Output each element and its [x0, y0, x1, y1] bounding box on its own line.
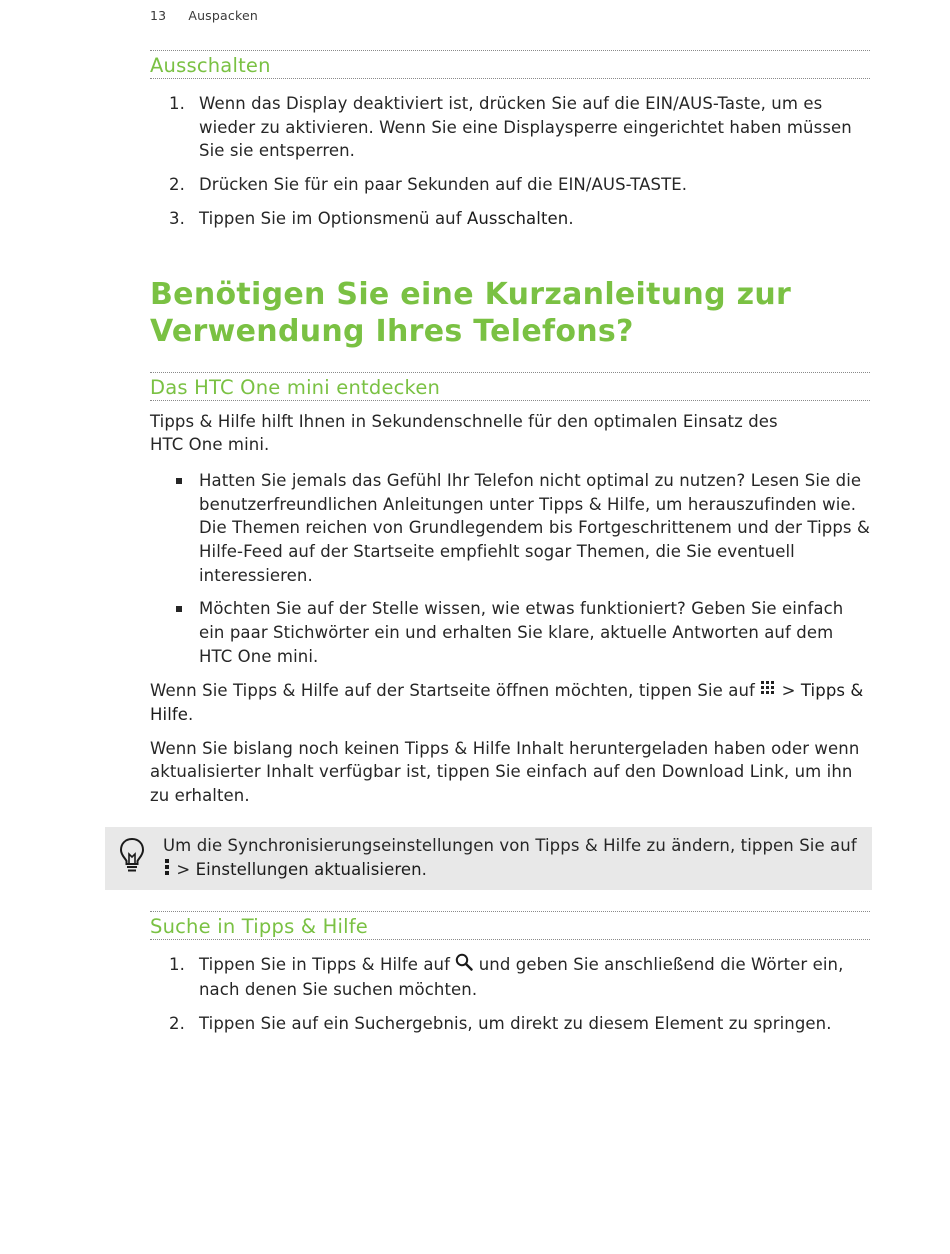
suche-steps	[150, 953, 870, 1035]
entdecken-intro: Tipps & Hilfe hilft Ihnen in Sekundenschnelle für den optimalen Einsatz des HTC One mini.	[150, 411, 778, 455]
page-content	[150, 50, 870, 808]
list-item	[150, 92, 870, 163]
chapter-title-line-2: Verwendung Ihres Telefons?	[150, 313, 634, 349]
step-text: Wenn das Display deaktiviert ist, drücken Sie auf die EIN/AUS-Taste, um es wieder zu aktivieren. Wenn Sie eine Displaysperre eingerichtet haben müssen Sie sie entsperren.	[199, 94, 852, 161]
bullet-marker	[176, 606, 182, 612]
apps-grid-icon	[760, 679, 776, 703]
list-item: 2. Tippen Sie auf ein Suchergebnis, um direkt zu diesem Element zu springen.	[150, 1012, 870, 1036]
menu-dots-icon	[163, 858, 171, 883]
einstellungen-link: Einstellungen aktualisieren	[195, 859, 422, 879]
step-number: 1.	[169, 94, 185, 113]
step-text: Tippen Sie im Optionsmenü auf	[199, 208, 467, 228]
section-heading-suche: Suche in Tipps & Hilfe	[150, 911, 870, 940]
download-paragraph: Wenn Sie bislang noch keinen Tipps & Hilfe Inhalt heruntergeladen haben oder wenn aktualisierter Inhalt verfügbar ist, tippen Sie einfach auf den Download Link, um ihn zu erhalten.	[150, 738, 860, 805]
tip-text: Um die Synchronisierungseinstellungen von Tipps & Hilfe zu ändern, tippen Sie auf > Einstellungen aktualisieren.	[163, 834, 863, 883]
step-number: 2.	[169, 1013, 185, 1033]
bullet-marker	[176, 478, 182, 484]
list-item: 1. Tippen Sie in Tipps & Hilfe auf und geben Sie anschließend die Wörter ein, nach denen Sie suchen möchten.	[169, 955, 844, 999]
list-item	[150, 173, 870, 197]
step-number: 1.	[169, 955, 185, 974]
page-number: 13	[150, 8, 167, 23]
section-heading-entdecken: Das HTC One mini entdecken	[150, 372, 870, 401]
step-number: 3.	[169, 208, 185, 228]
open-tips-paragraph: Wenn Sie Tipps & Hilfe auf der Startseite öffnen möchten, tippen Sie auf > Tipps & Hilfe.	[150, 680, 864, 724]
search-icon	[455, 953, 473, 978]
tip-box	[105, 827, 872, 890]
chapter-name: Auspacken	[188, 8, 258, 23]
list-item: 3. Tippen Sie im Optionsmenü auf Ausschalten.	[150, 207, 870, 231]
list-item: Möchten Sie auf der Stelle wissen, wie etwas funktioniert? Geben Sie einfach ein paar Stichwörter ein und erhalten Sie klare, aktuelle Antworten auf dem HTC One mini.	[150, 597, 870, 668]
tipps-hilfe-link: Tipps & Hilfe	[150, 680, 864, 724]
step-text: Drücken Sie für ein paar Sekunden auf die EIN/AUS-TASTE.	[199, 175, 688, 195]
chapter-title-line-1: Benötigen Sie eine Kurzanleitung zur	[150, 276, 792, 312]
step-number: 2.	[169, 175, 185, 195]
chapter-title	[150, 276, 870, 350]
lightbulb-icon	[119, 837, 145, 877]
ausschalten-steps	[150, 92, 870, 231]
suche-section	[150, 911, 870, 1045]
entdecken-bullets	[150, 469, 870, 669]
page-header	[150, 8, 258, 23]
ausschalten-option: Ausschalten	[466, 208, 569, 228]
section-heading-ausschalten: Ausschalten	[150, 50, 870, 79]
list-item: Hatten Sie jemals das Gefühl Ihr Telefon nicht optimal zu nutzen? Lesen Sie die benutzerfreundlichen Anleitungen unter Tipps & Hilfe, um herauszufinden wie. Die Themen reichen von Grundlegendem bis Fortgeschrittenem und der Tipps & Hilfe-Feed auf der Startseite empfiehlt sogar Themen, die Sie eventuell interessieren.	[150, 469, 870, 588]
